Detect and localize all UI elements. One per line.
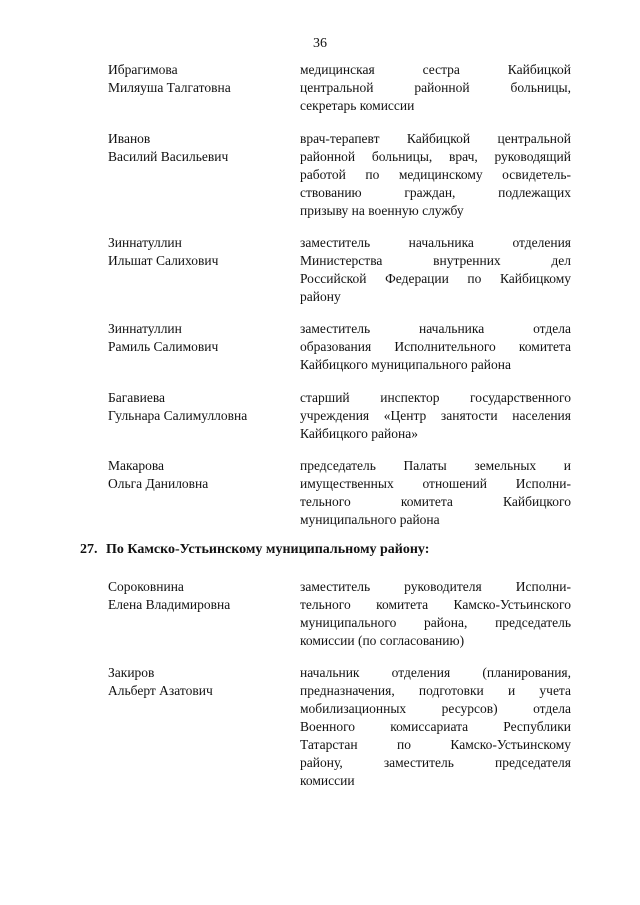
member-surname: Сороковнина bbox=[108, 579, 184, 594]
member-surname: Зиннатуллин bbox=[108, 321, 182, 336]
role-line: муниципального района, председатель bbox=[300, 615, 571, 630]
member-name bbox=[108, 578, 300, 650]
role-line: Министерства внутренних дел bbox=[300, 253, 571, 268]
role-line: муниципального района bbox=[300, 512, 440, 527]
member-surname: Макарова bbox=[108, 458, 165, 473]
member-entry bbox=[108, 61, 574, 115]
member-given-names: Елена Владимировна bbox=[108, 597, 231, 612]
role-line: учреждения «Центр занятости населения bbox=[300, 408, 571, 423]
member-surname: Закиров bbox=[108, 665, 155, 680]
role-line: секретарь комиссии bbox=[300, 98, 415, 113]
member-entry bbox=[108, 664, 574, 790]
member-given-names: Ольга Даниловна bbox=[108, 476, 209, 491]
member-role bbox=[300, 664, 571, 790]
role-line: району bbox=[300, 289, 341, 304]
role-line: врач-терапевт Кайбицкой центральной bbox=[300, 131, 571, 146]
member-surname: Багавиева bbox=[108, 390, 166, 405]
role-line: Кайбицкого муниципального района bbox=[300, 357, 511, 372]
member-surname: Иванов bbox=[108, 131, 151, 146]
member-given-names: Рамиль Салимович bbox=[108, 339, 219, 354]
role-line: начальник отделения (планирования, bbox=[300, 665, 571, 680]
member-given-names: Василий Васильевич bbox=[108, 149, 229, 164]
role-line: заместитель руководителя Исполни- bbox=[300, 579, 571, 594]
member-given-names: Миляуша Талгатовна bbox=[108, 80, 231, 95]
member-role bbox=[300, 389, 571, 443]
role-line: тельного комитета Кайбицкого bbox=[300, 494, 571, 509]
member-name bbox=[108, 61, 300, 115]
role-line: предназначения, подготовки и учета bbox=[300, 683, 571, 698]
role-line: районной больницы, врач, руководящий bbox=[300, 149, 571, 164]
member-surname: Зиннатуллин bbox=[108, 235, 182, 250]
member-entry bbox=[108, 130, 574, 220]
section-heading bbox=[80, 541, 429, 559]
role-line: медицинская сестра Кайбицкой bbox=[300, 62, 571, 77]
member-role bbox=[300, 320, 571, 374]
role-line: району, заместитель председателя bbox=[300, 755, 571, 770]
role-line: мобилизационных ресурсов) отдела bbox=[300, 701, 571, 716]
role-line: комиссии (по согласованию) bbox=[300, 633, 465, 648]
role-line: заместитель начальника отдела bbox=[300, 321, 571, 336]
member-name bbox=[108, 664, 300, 790]
member-entry bbox=[108, 578, 574, 650]
member-surname: Ибрагимова bbox=[108, 62, 178, 77]
role-line: тельного комитета Камско-Устьинского bbox=[300, 597, 571, 612]
member-entry bbox=[108, 457, 574, 529]
member-given-names: Ильшат Салихович bbox=[108, 253, 219, 268]
role-line: Военного комиссариата Республики bbox=[300, 719, 571, 734]
role-line: Татарстан по Камско-Устьинскому bbox=[300, 737, 571, 752]
role-line: образования Исполнительного комитета bbox=[300, 339, 571, 354]
member-name bbox=[108, 234, 300, 306]
member-name bbox=[108, 320, 300, 374]
role-line: ствованию граждан, подлежащих bbox=[300, 185, 571, 200]
role-line: призыву на военную службу bbox=[300, 203, 464, 218]
member-name bbox=[108, 457, 300, 529]
member-role bbox=[300, 578, 571, 650]
role-line: имущественных отношений Исполни- bbox=[300, 476, 571, 491]
member-role bbox=[300, 234, 571, 306]
member-entry bbox=[108, 320, 574, 374]
member-given-names: Альберт Азатович bbox=[108, 683, 213, 698]
member-given-names: Гульнара Салимулловна bbox=[108, 408, 248, 423]
role-line: Кайбицкого района» bbox=[300, 426, 418, 441]
role-line: заместитель начальника отделения bbox=[300, 235, 571, 250]
role-line: председатель Палаты земельных и bbox=[300, 458, 571, 473]
member-entry bbox=[108, 234, 574, 306]
role-line: центральной районной больницы, bbox=[300, 80, 571, 95]
section-number: 27. bbox=[80, 542, 98, 557]
member-role bbox=[300, 457, 571, 529]
section-title: По Камско-Устьинскому муниципальному району: bbox=[106, 542, 430, 557]
member-name bbox=[108, 130, 300, 220]
member-name bbox=[108, 389, 300, 443]
member-role bbox=[300, 61, 571, 115]
role-line: Российской Федерации по Кайбицкому bbox=[300, 271, 571, 286]
role-line: работой по медицинскому освидетель- bbox=[300, 167, 571, 182]
page-number: 36 bbox=[313, 36, 327, 51]
member-role bbox=[300, 130, 571, 220]
role-line: старший инспектор государственного bbox=[300, 390, 571, 405]
member-entry bbox=[108, 389, 574, 443]
role-line: комиссии bbox=[300, 773, 355, 788]
